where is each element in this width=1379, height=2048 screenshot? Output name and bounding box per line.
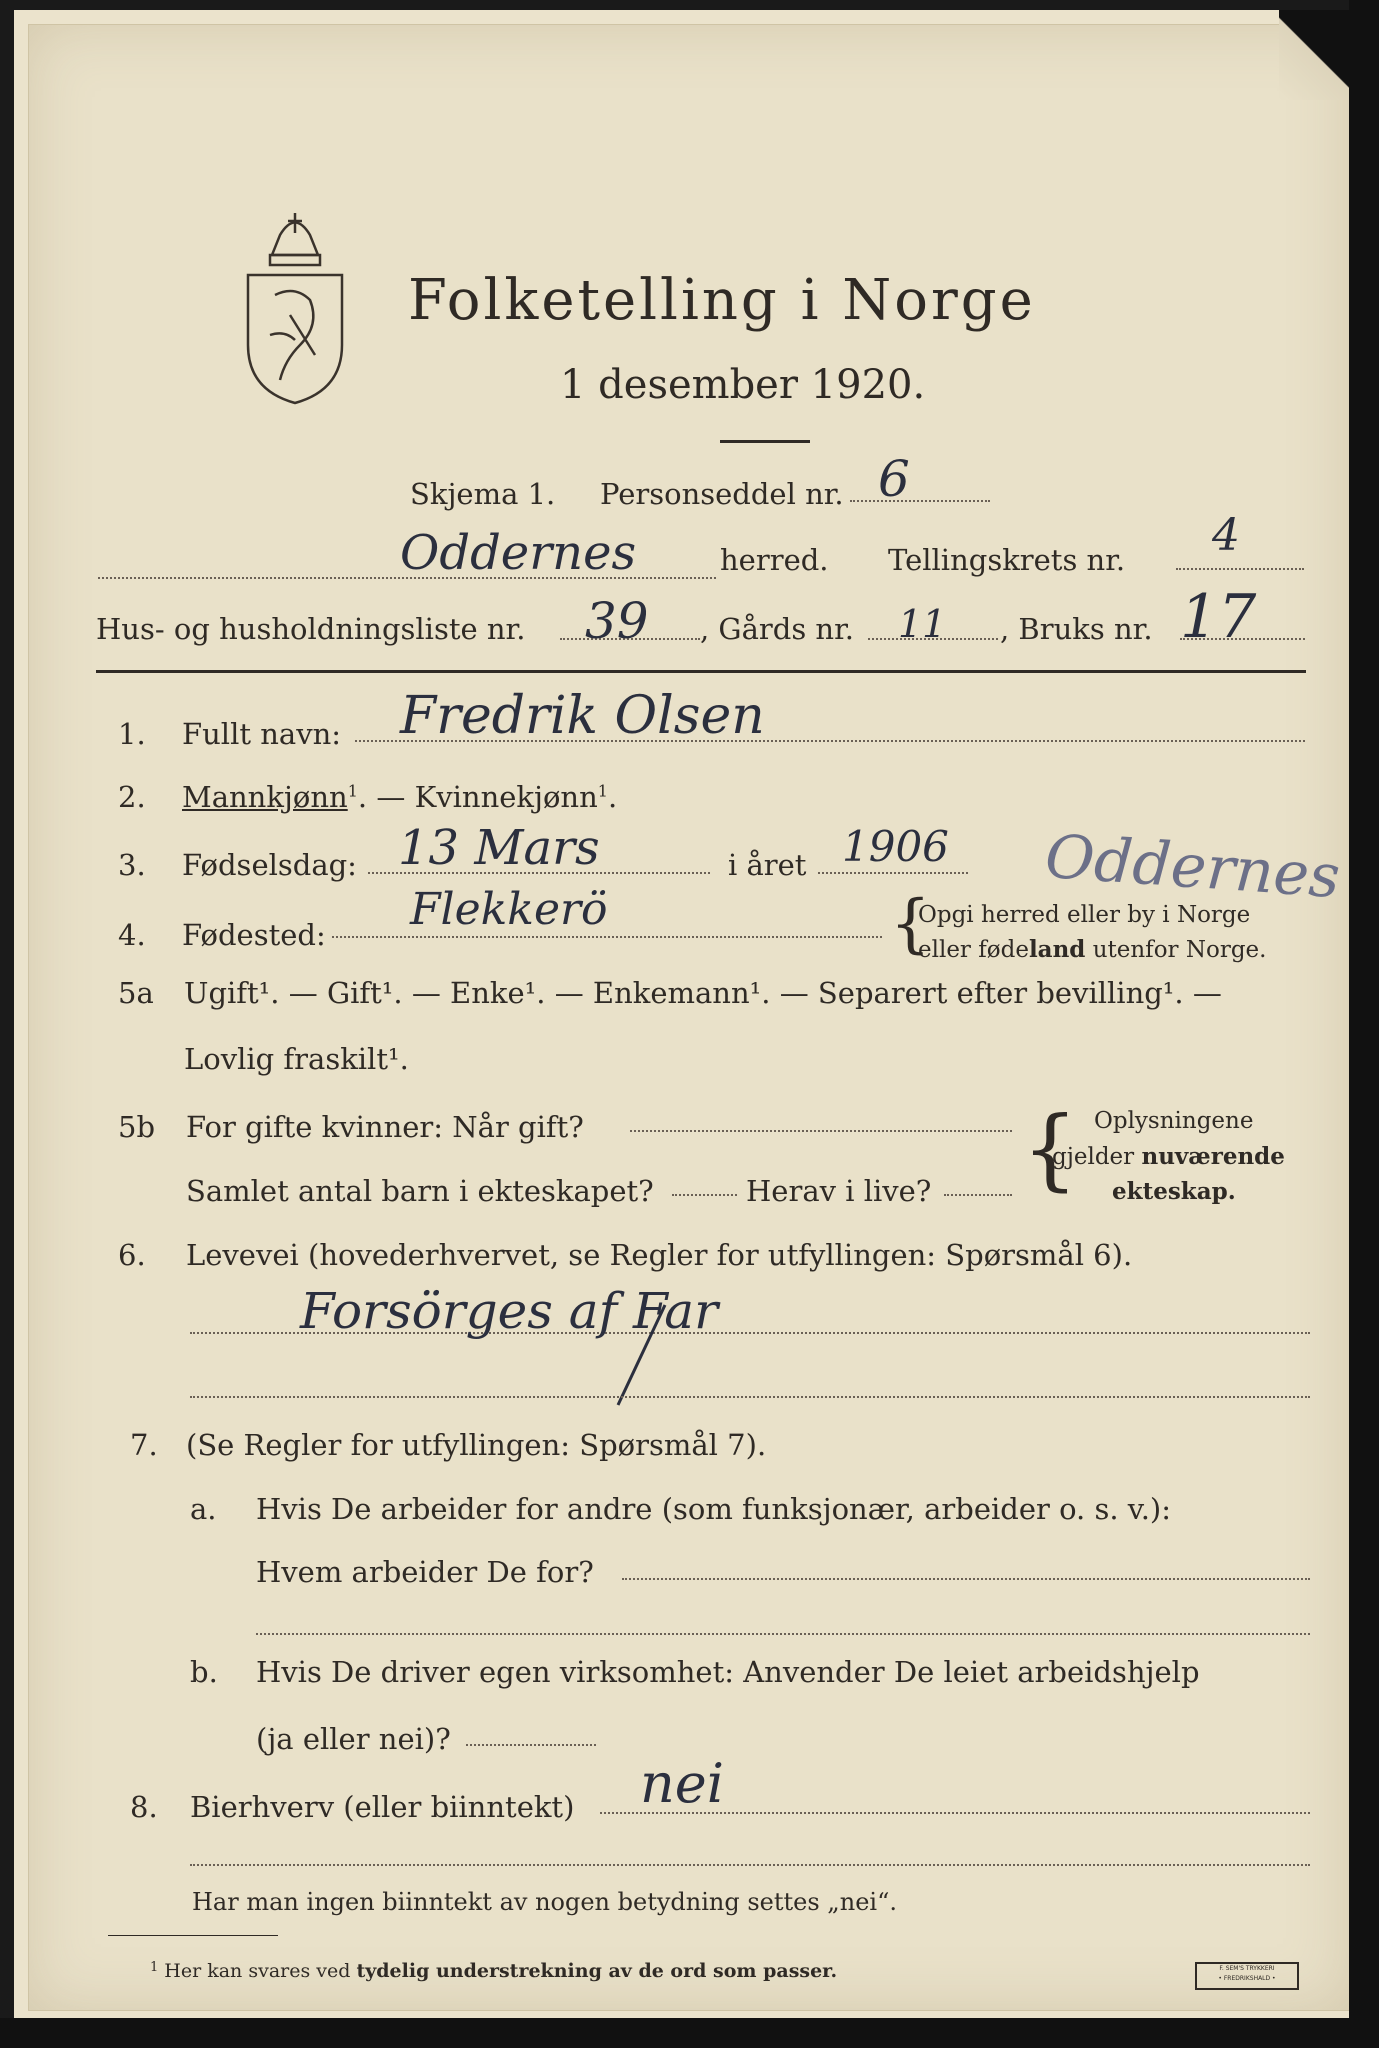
- q5b-note-2: gjelder nuværende: [1052, 1143, 1285, 1170]
- q7b-letter: b.: [190, 1655, 218, 1689]
- q1-label: Fullt navn:: [182, 717, 342, 751]
- q4-note-line2: eller fødeland utenfor Norge.: [918, 936, 1267, 963]
- tellingskrets-line: [1176, 568, 1304, 570]
- skjema-label: Skjema 1.: [410, 477, 556, 511]
- q3-year-line: [818, 872, 968, 874]
- footnote-mark: 1: [150, 1960, 159, 1975]
- q5b-line2a: Samlet antal barn i ekteskapet?: [186, 1174, 654, 1208]
- q8-number: 8.: [130, 1790, 158, 1824]
- herred-label: herred.: [720, 543, 829, 577]
- q5b-number: 5b: [118, 1110, 156, 1144]
- q6-number: 6.: [118, 1238, 146, 1272]
- title-divider: [720, 440, 810, 443]
- bruks-number: 17: [1180, 582, 1257, 652]
- q5b-alive-line: [944, 1194, 1012, 1196]
- q5b-children-line: [672, 1194, 737, 1196]
- q7a-letter: a.: [190, 1492, 217, 1526]
- q7-label: (Se Regler for utfyllingen: Spørsmål 7).: [186, 1428, 767, 1462]
- tellingskrets-label: Tellingskrets nr.: [888, 543, 1126, 577]
- q5b-line2b: Herav i live?: [746, 1174, 932, 1208]
- scan-border-right: [1349, 0, 1379, 2048]
- q7a-line2: Hvem arbeider De for?: [256, 1555, 594, 1589]
- scan-border-bottom: [0, 2018, 1379, 2048]
- q3-number: 3.: [118, 848, 146, 882]
- q3-year-label: i året: [728, 848, 807, 882]
- form-title: Folketelling i Norge: [408, 268, 1036, 333]
- q4-number: 4.: [118, 918, 146, 952]
- q2-number: 2.: [118, 780, 146, 814]
- footnote-text: Her kan svares ved tydelig understrekning av de ord som passer.: [164, 1960, 838, 1982]
- q5b-note-3: ekteskap.: [1112, 1178, 1236, 1205]
- q8-line-2: [190, 1864, 1310, 1866]
- q7b-line1: Hvis De driver egen virksomhet: Anvender De leiet arbeidshjelp: [256, 1655, 1200, 1689]
- q2-kvinnekjonn: Kvinnekjønn: [414, 780, 598, 814]
- norwegian-coat-of-arms-icon: [240, 205, 350, 405]
- q5b-married-line: [630, 1130, 1012, 1132]
- husholdning-label: Hus- og husholdningsliste nr.: [96, 612, 526, 646]
- q4-birthplace: Flekkerö: [410, 884, 608, 935]
- q4-note-line1: Opgi herred eller by i Norge: [918, 902, 1251, 928]
- q7-number: 7.: [130, 1428, 158, 1462]
- q5a-number: 5a: [118, 976, 154, 1010]
- q3-margin-annotation: Oddernes: [1042, 821, 1343, 913]
- footnote-divider: [108, 1935, 278, 1936]
- husholdning-number: 39: [585, 592, 649, 650]
- q2-mannkjonn-underlined: Mannkjønn: [182, 780, 348, 814]
- gards-label: , Gårds nr.: [700, 612, 854, 646]
- q2-options: Mannkjønn$^1$. — Kvinnekjønn$^1$.: [182, 780, 618, 814]
- q1-number: 1.: [118, 717, 146, 751]
- q8-label: Bierhverv (eller biinntekt): [190, 1790, 575, 1824]
- folded-corner: [1279, 10, 1349, 100]
- q6-occupation: Forsörges af Far: [300, 1282, 718, 1340]
- q7a-line1: Hvis De arbeider for andre (som funksjonær, arbeider o. s. v.):: [256, 1492, 1172, 1526]
- personseddel-number: 6: [878, 450, 910, 508]
- personseddel-line: [850, 500, 990, 502]
- q3-birth-date: 13 Mars: [398, 820, 600, 876]
- tellingskrets-number: 4: [1212, 510, 1240, 561]
- q7a-line-2: [256, 1633, 1310, 1635]
- footnote: [150, 1960, 837, 1982]
- personseddel-label: Personseddel nr.: [600, 477, 844, 511]
- scan-border-top: [0, 0, 1379, 10]
- bruks-label: , Bruks nr.: [1000, 612, 1153, 646]
- q8-answer: nei: [640, 1752, 725, 1815]
- q4-label: Fødested:: [182, 918, 326, 952]
- q7a-line: [622, 1578, 1310, 1580]
- q1-full-name: Fredrik Olsen: [400, 686, 765, 746]
- census-form-page: Folketelling i Norge 1 desember 1920. Skjema 1. Personseddel nr. 6 Oddernes herred. Tellingskrets nr. 4 Hus- og husholdningsliste nr. 39 , Gårds nr. 11 , Bruks nr. 17 1. Fullt navn: Fredrik Olsen 2. Mannkjønn$^1$. — Kvinnekjønn$^1$. 3. Fødselsdag: 13 Mars i året 1906 Oddernes 4. Fødested: Flekkerö { Opgi herred eller by i Norge eller fødeland utenfor Norge. 5a Ugift¹. — Gift¹. — Enke¹. — Enkemann¹. — Separert efter bevilling¹. — Lovlig fraskilt¹. 5b For gifte kvinner: Når gift? Samlet antal barn i ekteskapet? Herav i live? { Oplysningene gjelder nuværende ekteskap. 6. Levevei (hovederhvervet, se Regler for utfyllingen: Spørsmål 6). Forsörges af Far 7. (Se Regler for utfyllingen: Spørsmål 7). a. Hvis De arbeider for andre (som funksjonær, arbeider o. s. v.): Hvem arbeider De for? b. Hvis De driver egen virksomhet: Anvender De leiet arbeidshjelp (ja eller nei)? 8. Bierhverv (eller biinntekt) nei Har man ingen biinntekt av nogen betydning settes „nei“. 1 Her kan svares ved tydelig understrekning av de ord som passer. F. SEM'S TRYKKERI • FREDRIKSHALD •: [0, 0, 1379, 2048]
- q4-line: [332, 936, 882, 938]
- q7b-line2: (ja eller nei)?: [256, 1722, 451, 1756]
- q3-birth-year: 1906: [842, 822, 949, 871]
- q3-label: Fødselsdag:: [182, 848, 357, 882]
- herred-name: Oddernes: [400, 525, 637, 581]
- header-separator: [96, 670, 1306, 673]
- q5b-line1: For gifte kvinner: Når gift?: [186, 1110, 584, 1144]
- q6-slash-mark: [610, 1300, 670, 1410]
- printer-stamp: F. SEM'S TRYKKERI • FREDRIKSHALD •: [1195, 1962, 1299, 1990]
- q6-line2: [190, 1396, 1310, 1398]
- q5a-options-cont: Lovlig fraskilt¹.: [184, 1042, 409, 1076]
- q5b-note-1: Oplysningene: [1094, 1108, 1254, 1134]
- gards-number: 11: [898, 602, 947, 646]
- q6-label: Levevei (hovederhvervet, se Regler for utfyllingen: Spørsmål 6).: [186, 1238, 1133, 1272]
- census-date: 1 desember 1920.: [560, 362, 926, 408]
- biinntekt-note: Har man ingen biinntekt av nogen betydning settes „nei“.: [192, 1888, 897, 1916]
- q5a-options: Ugift¹. — Gift¹. — Enke¹. — Enkemann¹. — Separert efter bevilling¹. —: [184, 976, 1222, 1010]
- q7b-line: [466, 1744, 596, 1746]
- scan-border-left: [0, 0, 14, 2048]
